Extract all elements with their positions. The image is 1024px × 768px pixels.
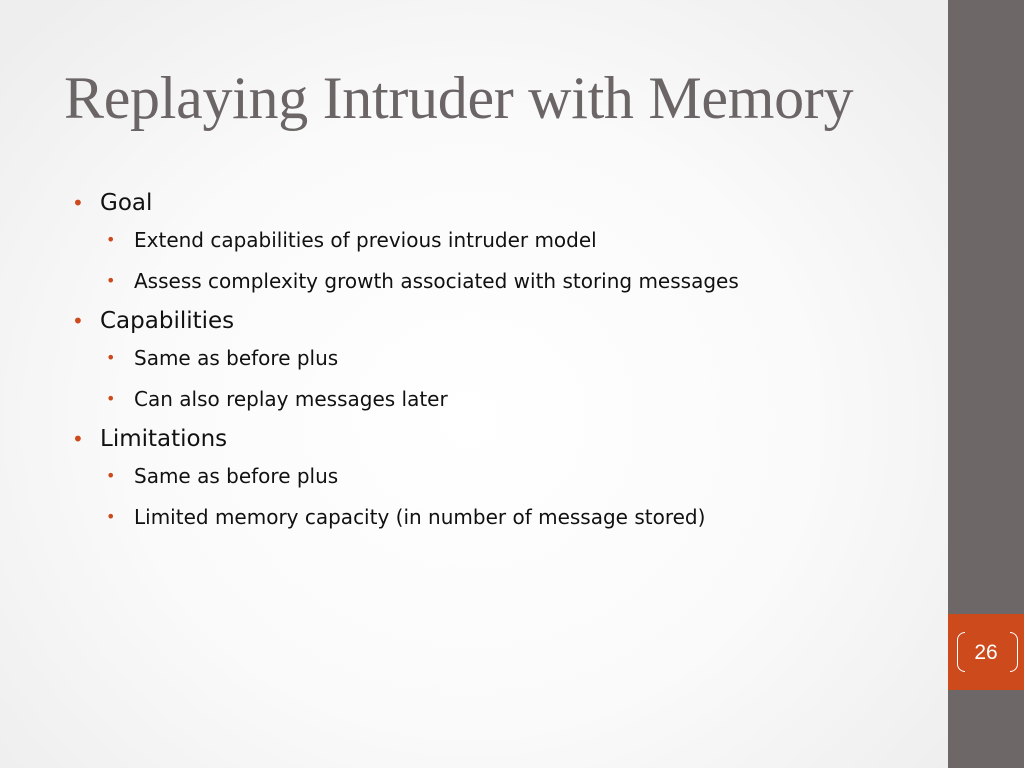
sub-bullet-list [100,343,932,414]
bullet-label: Capabilities [100,308,235,334]
sub-bullet-text: Same as before plus [134,346,339,370]
sub-bullet-list [100,461,932,532]
sub-bullet [100,461,932,491]
bullet-dot-icon: • [72,191,84,215]
bullet-label: Goal [100,190,153,216]
bullet-dot-icon: • [106,507,116,526]
sub-bullet-text: Can also replay messages later [134,387,448,411]
sub-bullet-text: Limited memory capacity (in number of message stored) [134,505,706,529]
sub-bullet-text: Extend capabilities of previous intruder model [134,228,597,252]
sub-bullet [100,384,932,414]
sub-bullet [100,266,932,296]
sub-bullet [100,502,932,532]
bullet-label: Limitations [100,426,228,452]
page-number-box [948,614,1024,690]
bullet-dot-icon: • [106,466,116,485]
bullet-list [72,186,932,532]
bullet-goal [72,186,932,296]
bullet-dot-icon: • [72,309,84,333]
sub-bullet-list [100,225,932,296]
bullet-dot-icon: • [106,348,116,367]
sub-bullet [100,225,932,255]
sub-bullet-text: Assess complexity growth associated with storing messages [134,269,739,293]
bullet-limitations [72,422,932,532]
slide-title: Replaying Intruder with Memory [64,65,854,131]
bullet-capabilities [72,304,932,414]
sub-bullet-text: Same as before plus [134,464,339,488]
bullet-dot-icon: • [106,230,116,249]
page-number: 26 [974,641,998,664]
sub-bullet [100,343,932,373]
bullet-dot-icon: • [72,427,84,451]
bullet-dot-icon: • [106,389,116,408]
bullet-dot-icon: • [106,271,116,290]
right-bracket-icon [1010,632,1018,672]
